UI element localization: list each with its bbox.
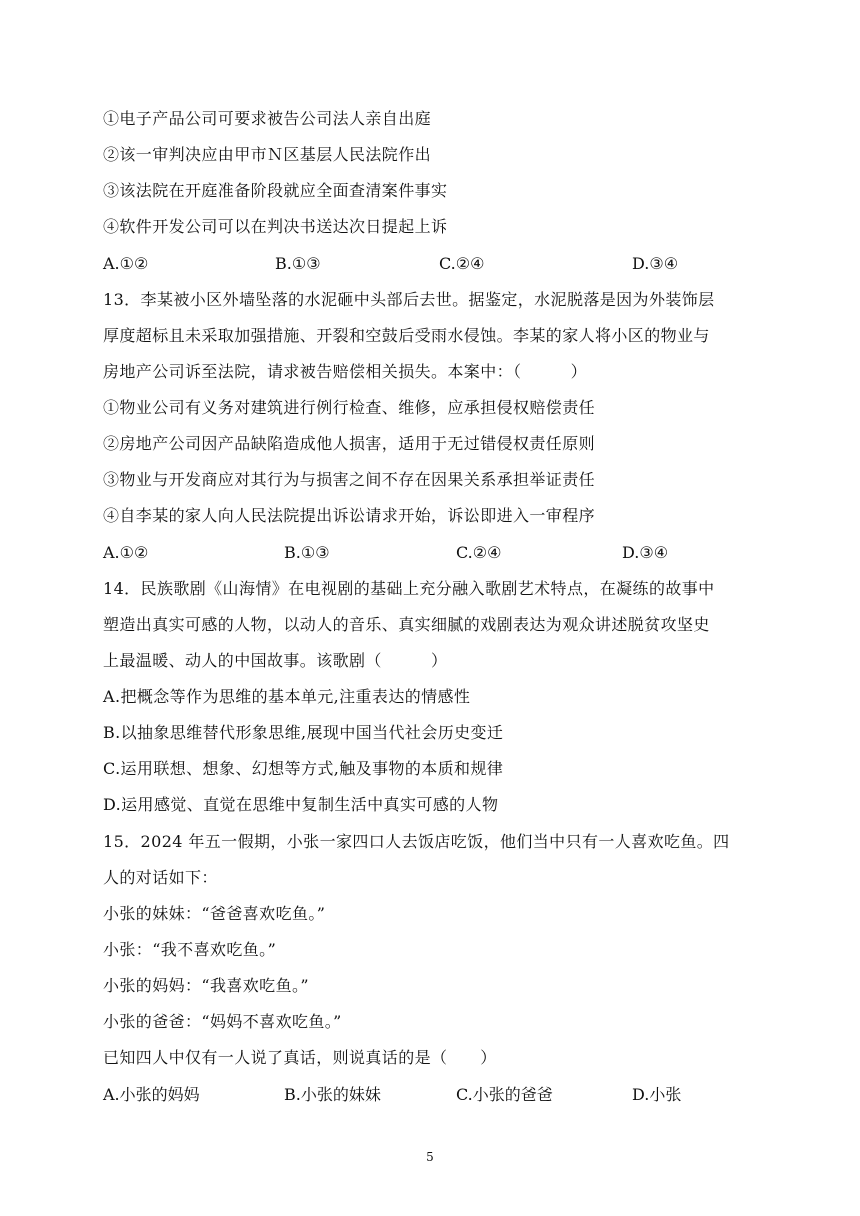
q13-stem-line-3: 房地产公司诉至法院，请求被告赔偿相关损失。本案中：（ ）: [103, 362, 588, 381]
q15-dialogue-father: 小张的爸爸：“妈妈不喜欢吃鱼。”: [103, 1012, 342, 1031]
q12-statement-2: ②该一审判决应由甲市Ｎ区基层人民法院作出: [103, 145, 432, 164]
q13-stem-line-2: 厚度超标且未采取加强措施、开裂和空鼓后受雨水侵蚀。李某的家人将小区的物业与: [103, 326, 710, 345]
q15-dialogue-xiaozhang: 小张：“我不喜欢吃鱼。”: [103, 940, 277, 959]
q12-statement-1: ①电子产品公司可要求被告公司法人亲自出庭: [103, 109, 432, 128]
q15-dialogue-sister: 小张的妹妹：“爸爸喜欢吃鱼。”: [103, 904, 326, 923]
q13-option-d: D.③④: [622, 543, 669, 562]
q14-option-a: A.把概念等作为思维的基本单元,注重表达的情感性: [103, 687, 471, 706]
q13-option-b: B.①③: [284, 543, 330, 562]
q13-option-a: A.①②: [103, 543, 149, 562]
q15-question: 已知四人中仅有一人说了真话，则说真话的是（ ）: [103, 1048, 497, 1067]
q13-statement-1: ①物业公司有义务对建筑进行例行检查、维修，应承担侵权赔偿责任: [103, 398, 596, 417]
q13-statement-4: ④自李某的家人向人民法院提出诉讼请求开始，诉讼即进入一审程序: [103, 506, 596, 525]
q12-statement-4: ④软件开发公司可以在判决书送达次日提起上诉: [103, 217, 448, 236]
q15-option-c: C.小张的爸爸: [456, 1085, 553, 1104]
q12-option-c: C.②④: [439, 254, 485, 273]
q15-stem-line-2: 人的对话如下：: [103, 868, 218, 887]
q14-stem-line-3: 上最温暖、动人的中国故事。该歌剧（ ）: [103, 651, 448, 670]
q13-stem-line-1: 13．李某被小区外墙坠落的水泥砸中头部后去世。据鉴定，水泥脱落是因为外装饰层: [103, 290, 715, 309]
q15-dialogue-mother: 小张的妈妈：“我喜欢吃鱼。”: [103, 976, 309, 995]
q12-statement-3: ③该法院在开庭准备阶段就应全面查清案件事实: [103, 181, 448, 200]
q15-stem-line-1: 15．2024 年五一假期，小张一家四口人去饭店吃饭，他们当中只有一人喜欢吃鱼。四: [103, 832, 730, 851]
q15-option-d: D.小张: [632, 1085, 682, 1104]
q13-option-c: C.②④: [456, 543, 502, 562]
q14-option-d: D.运用感觉、直觉在思维中复制生活中真实可感的人物: [103, 795, 499, 814]
q12-option-b: B.①③: [275, 254, 321, 273]
q14-stem-line-1: 14．民族歌剧《山海情》在电视剧的基础上充分融入歌剧艺术特点，在凝练的故事中: [103, 579, 715, 598]
q12-option-a: A.①②: [103, 254, 149, 273]
q14-option-b: B.以抽象思维替代形象思维,展现中国当代社会历史变迁: [103, 723, 504, 742]
q14-stem-line-2: 塑造出真实可感的人物，以动人的音乐、真实细腻的戏剧表达为观众讲述脱贫攻坚史: [103, 615, 710, 634]
q13-statement-2: ②房地产公司因产品缺陷造成他人损害，适用于无过错侵权责任原则: [103, 434, 596, 453]
q12-option-d: D.③④: [632, 254, 679, 273]
q13-statement-3: ③物业与开发商应对其行为与损害之间不存在因果关系承担举证责任: [103, 470, 596, 489]
q14-option-c: C.运用联想、想象、幻想等方式,触及事物的本质和规律: [103, 759, 504, 778]
q15-option-a: A.小张的妈妈: [103, 1085, 200, 1104]
page-number: 5: [426, 1150, 434, 1164]
q15-option-b: B.小张的妹妹: [284, 1085, 381, 1104]
